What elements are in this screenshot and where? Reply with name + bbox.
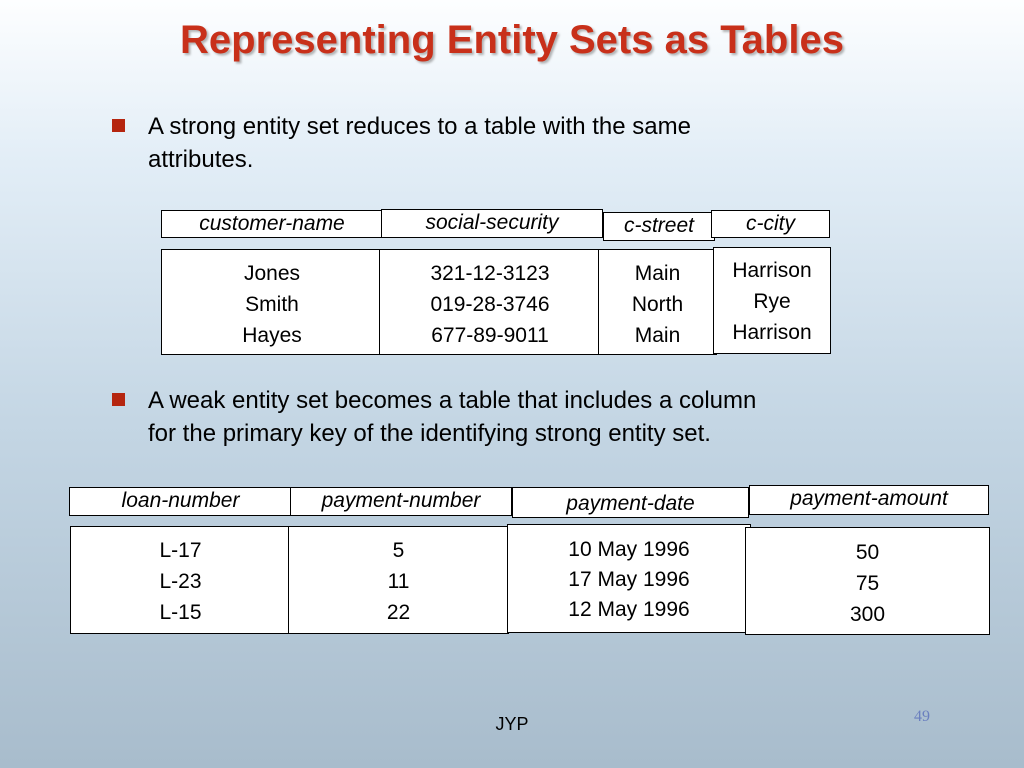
square-bullet-icon [112, 119, 125, 132]
table-cell: Rye [753, 290, 791, 313]
table-cell: 11 [387, 570, 410, 593]
square-bullet-icon [112, 393, 125, 406]
table-cell: L-15 [159, 601, 202, 624]
table-header: payment-date [512, 487, 749, 518]
table-cell: Harrison [732, 321, 812, 344]
bullet-strong-entity [148, 110, 691, 176]
table-cell: Main [634, 262, 681, 285]
table-cell: 22 [386, 601, 411, 624]
bullet-line: A strong entity set reduces to a table with the same [148, 113, 691, 140]
table-cell: 12 May 1996 [568, 598, 690, 621]
table-cell: Hayes [242, 324, 302, 347]
table-cell: Main [634, 324, 681, 347]
bullet-line: for the primary key of the identifying strong entity set. [148, 420, 711, 447]
table-header: c-street [603, 212, 715, 241]
slide-title: Representing Entity Sets as Tables [180, 18, 844, 62]
table-cell: 17 May 1996 [568, 568, 690, 591]
table-column [713, 247, 831, 354]
table-column [507, 524, 751, 633]
table-header: social-security [381, 209, 603, 238]
page-number: 49 [914, 708, 930, 725]
table-header: payment-number [290, 487, 512, 516]
table-cell: North [631, 293, 684, 316]
table-column [288, 526, 509, 634]
table-header: c-city [711, 210, 830, 238]
table-column [70, 526, 291, 634]
table-cell: 300 [849, 603, 886, 626]
table-cell: L-17 [159, 539, 202, 562]
bullet-weak-entity [148, 384, 756, 450]
table-cell: L-23 [159, 570, 202, 593]
table-column [598, 249, 717, 355]
table-column [161, 249, 383, 355]
table-cell: 321-12-3123 [430, 262, 550, 285]
table-header: loan-number [69, 487, 292, 516]
table-header: payment-amount [749, 485, 989, 515]
table-cell: 5 [392, 539, 405, 562]
table-column [745, 527, 990, 635]
table-cell: 75 [855, 572, 880, 595]
table-column [379, 249, 601, 355]
table-cell: 10 May 1996 [568, 538, 690, 561]
table-header: customer-name [161, 210, 383, 238]
table-cell: Jones [243, 262, 301, 285]
footer-author: JYP [495, 714, 529, 734]
table-cell: 677-89-9011 [431, 324, 549, 347]
table-cell: Harrison [732, 259, 812, 282]
table-cell: Smith [245, 293, 299, 316]
table-cell: 50 [855, 541, 880, 564]
table-cell: 019-28-3746 [430, 293, 550, 316]
bullet-line: attributes. [148, 146, 254, 173]
bullet-line: A weak entity set becomes a table that includes a column [148, 387, 757, 414]
